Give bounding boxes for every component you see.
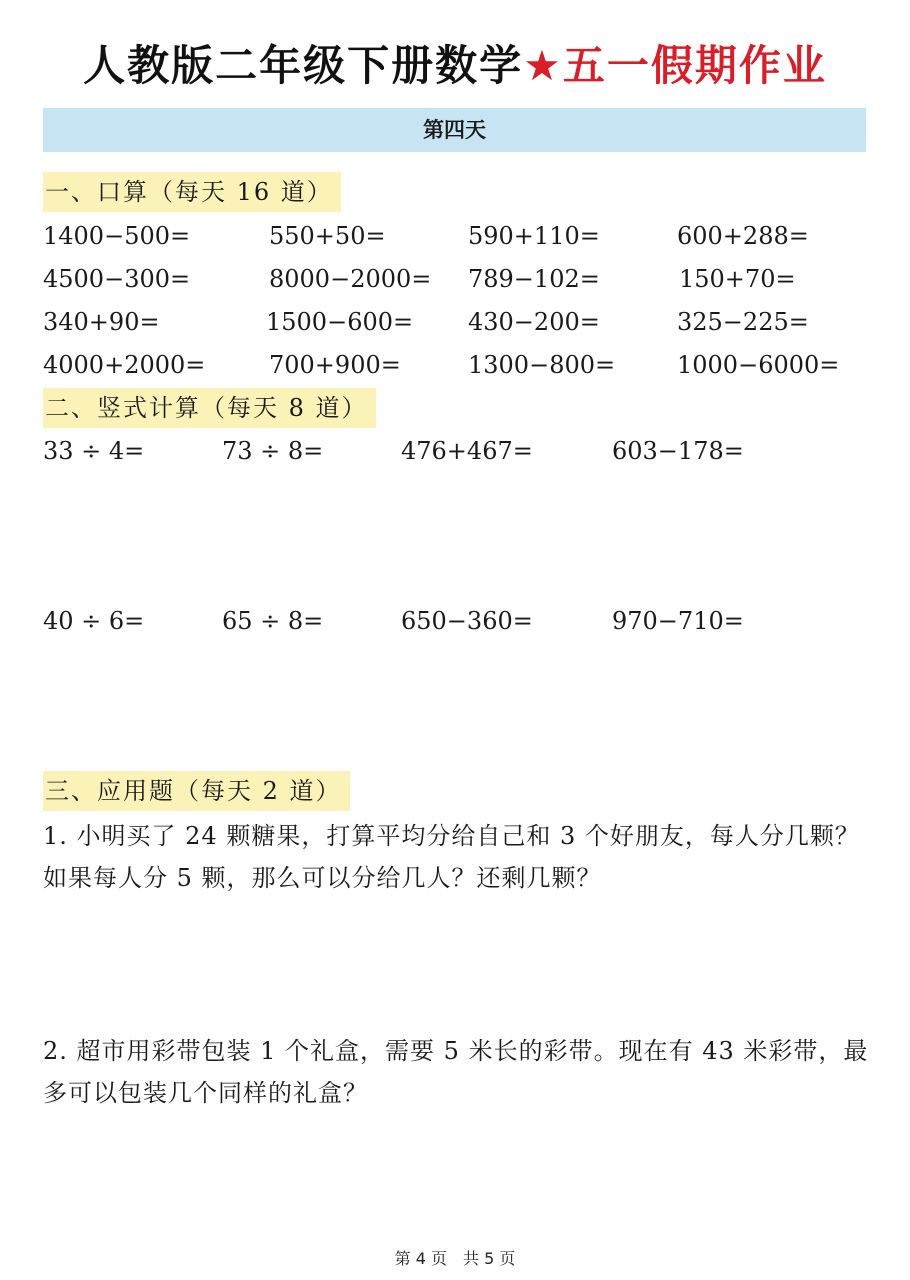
mental-math-item: 1400−500= <box>43 222 191 250</box>
mental-math-row <box>0 347 910 383</box>
column-calc-item: 476+467= <box>401 437 533 465</box>
mental-math-item: 430−200= <box>468 308 600 336</box>
column-calc-item: 73 ÷ 8= <box>222 437 324 465</box>
mental-math-item: 340+90= <box>43 308 160 336</box>
section-heading-column-calc: 二、竖式计算（每天 8 道） <box>43 388 376 428</box>
page-title <box>0 36 910 96</box>
mental-math-item: 1500−600= <box>266 308 414 336</box>
column-calc-item: 650−360= <box>401 607 533 635</box>
mental-math-row <box>0 218 910 254</box>
column-calc-item: 65 ÷ 8= <box>222 607 324 635</box>
section-heading-mental-math: 一、口算（每天 16 道） <box>43 172 341 212</box>
column-calc-item: 603−178= <box>612 437 744 465</box>
mental-math-item: 4500−300= <box>43 265 191 293</box>
page-number: 第 4 页 共 5 页 <box>394 1249 516 1268</box>
mental-math-item: 8000−2000= <box>269 265 432 293</box>
column-calc-item: 40 ÷ 6= <box>43 607 145 635</box>
title-highlight: 五一假期作业 <box>562 41 827 90</box>
word-problem: 1. 小明买了 24 颗糖果，打算平均分给自己和 3 个好朋友，每人分几颗？如果每人分 5 颗，那么可以分给几人？还剩几颗？ <box>43 822 860 892</box>
mental-math-item: 150+70= <box>679 265 796 293</box>
column-calc-item: 33 ÷ 4= <box>43 437 145 465</box>
section-heading-word-problems: 三、应用题（每天 2 道） <box>43 771 350 811</box>
mental-math-item: 4000+2000= <box>43 351 206 379</box>
mental-math-row <box>0 261 910 297</box>
mental-math-row <box>0 304 910 340</box>
mental-math-item: 789−102= <box>468 265 600 293</box>
mental-math-item: 1000−6000= <box>677 351 840 379</box>
mental-math-item: 600+288= <box>677 222 809 250</box>
column-calc-item: 970−710= <box>612 607 744 635</box>
mental-math-item: 1300−800= <box>468 351 616 379</box>
title-main: 人教版二年级下册数学 <box>83 41 524 90</box>
column-calc-row <box>0 433 910 469</box>
word-problem: 2. 超市用彩带包装 1 个礼盒，需要 5 米长的彩带。现在有 43 米彩带，最多可以包装几个同样的礼盒？ <box>43 1037 869 1107</box>
mental-math-item: 700+900= <box>269 351 401 379</box>
mental-math-item: 550+50= <box>269 222 386 250</box>
mental-math-item: 325−225= <box>677 308 809 336</box>
day-banner: 第四天 <box>43 108 866 152</box>
column-calc-row <box>0 603 910 639</box>
mental-math-item: 590+110= <box>468 222 600 250</box>
star-icon: ★ <box>523 41 563 90</box>
